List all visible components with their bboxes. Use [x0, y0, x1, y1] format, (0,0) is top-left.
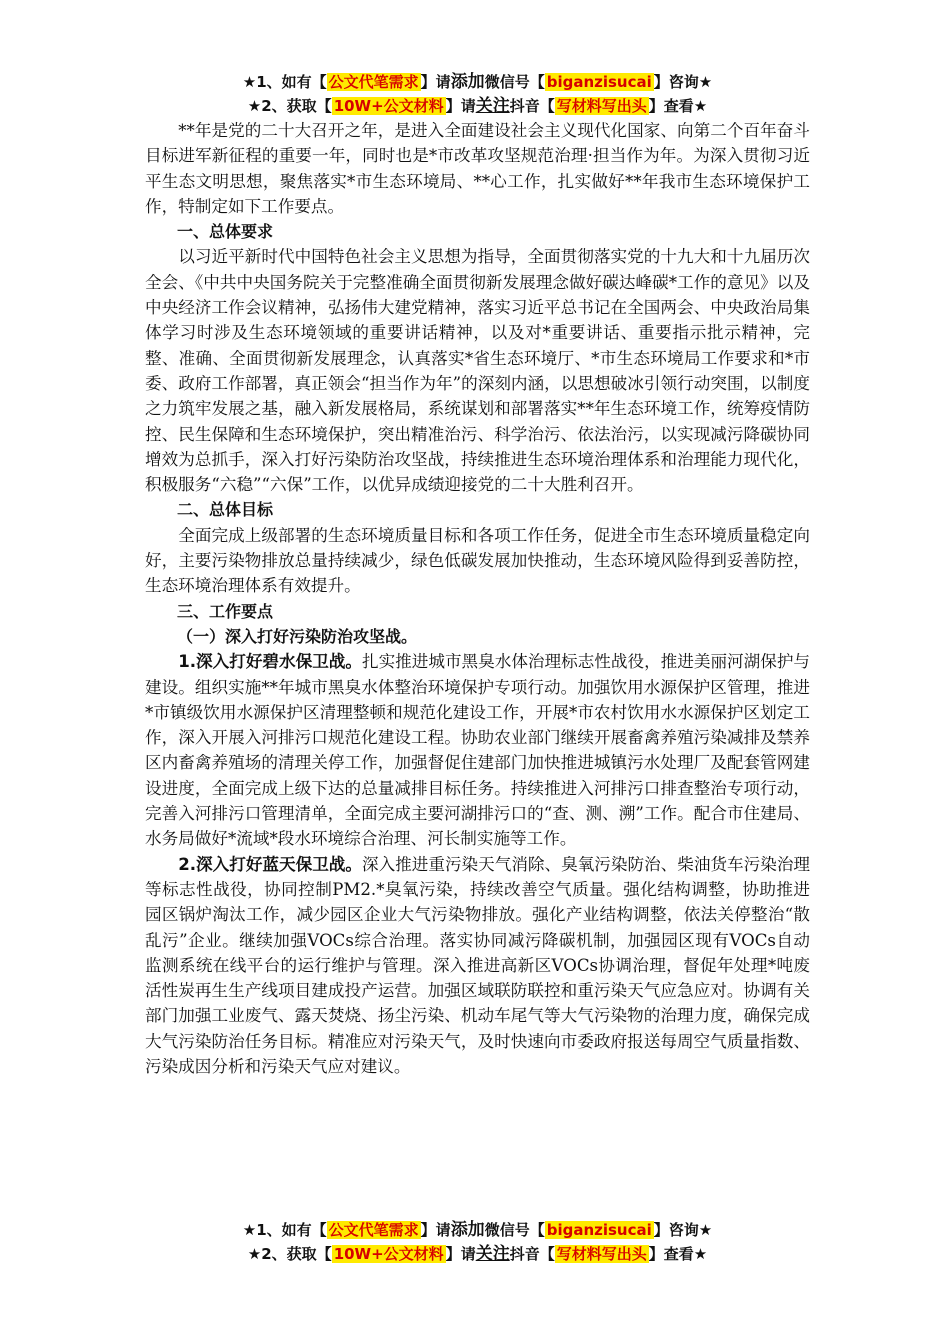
promo-emphasis: 关注	[475, 1244, 510, 1264]
item-lead-1: 1.深入打好碧水保卫战。	[178, 652, 362, 672]
promo-wechat-id: biganzisucai	[546, 73, 652, 91]
promo-line-2	[145, 94, 810, 118]
promo-text: 微信号【	[484, 1221, 545, 1239]
promo-highlight: 10W+公文材料	[333, 1245, 444, 1263]
section-heading-3: 三、工作要点	[177, 601, 274, 621]
promo-emphasis: 添加	[450, 1220, 485, 1240]
promo-text: ★2、获取【	[247, 97, 332, 115]
promo-wechat-id: biganzisucai	[546, 1221, 652, 1239]
promo-douyin-id: 写材料写出头	[556, 97, 647, 115]
item-paragraph-2	[145, 852, 810, 1080]
promo-text: 】请	[445, 1245, 476, 1263]
document-page	[145, 70, 810, 1079]
item-lead-2: 2.深入打好蓝天保卫战。	[178, 854, 362, 874]
promo-highlight: 公文代笔需求	[328, 1221, 419, 1239]
section-paragraph-1: 以习近平新时代中国特色社会主义思想为指导，全面贯彻落实党的十九大和十九届历次全会、《中共中央国务院关于完整准确全面贯彻新发展理念做好碳达峰碳*工作的意见》以及中央经济工作会议精神，弘扬伟大建党精神，落实习近平总书记在全国两会、中央政治局集体学习时涉及生态环境领域的重要讲话精神，以及对*重要讲话、重要指示批示精神，完整、准确、全面贯彻新发展理念，认真落实*省生态环境厅、*市生态环境局工作要求和*市委、政府工作部署，真正领会“担当作为年”的深刻内涵，以思想破冰引领行动突围，以制度之力筑牢发展之基，融入新发展格局，系统谋划和部署落实**年生态环境工作，统筹疫情防控、民生保障和生态环境保护，突出精准治污、科学治污、依法治污，以实现减污降碳协同增效为总抓手，深入打好污染防治攻坚战，持续推进生态环境治理体系和治理能力现代化，积极服务“六稳”“六保”工作，以优异成绩迎接党的二十大胜利召开。	[145, 247, 810, 495]
promo-text: 微信号【	[484, 73, 545, 91]
promo-line-1	[145, 1218, 810, 1242]
section-heading-2: 二、总体目标	[177, 500, 274, 520]
promo-text: 】查看★	[648, 97, 708, 115]
promo-line-2	[145, 1242, 810, 1266]
promo-text: ★2、获取【	[247, 1245, 332, 1263]
promo-emphasis: 添加	[450, 72, 485, 92]
promo-text: 】请	[420, 73, 451, 91]
promo-emphasis: 关注	[475, 96, 510, 116]
item-text-1: 扎实推进城市黑臭水体治理标志性战役，推进美丽河湖保护与建设。组织实施**年城市黑臭水体整治环境保护专项行动。加强饮用水源保护区管理，推进*市镇级饮用水源保护区清理整顿和规范化建设工作，开展*市农村饮用水水源保护区划定工作，深入开展入河排污口规范化建设工程。协助农业部门继续开展畜禽养殖污染减排及禁养区内畜禽养殖场的清理关停工作，加强督促住建部门加快推进城镇污水处理厂及配套管网建设进度，全面完成上级下达的总量减排目标任务。持续推进入河排污口排查整治专项行动，完善入河排污口管理清单，全面完成主要河湖排污口的“查、测、溯”工作。配合市住建局、水务局做好*流域*段水环境综合治理、河长制实施等工作。	[145, 652, 811, 849]
promo-text: 】查看★	[648, 1245, 708, 1263]
section-paragraph-2: 全面完成上级部署的生态环境质量目标和各项工作任务，促进全市生态环境质量稳定向好，主要污染物排放总量持续减少，绿色低碳发展加快推动，生态环境风险得到妥善防控，生态环境治理体系有效提升。	[145, 525, 810, 596]
promo-text: 】请	[420, 1221, 451, 1239]
promo-text: ★1、如有【	[242, 73, 327, 91]
promo-text: 】咨询★	[653, 1221, 713, 1239]
promo-text: 】咨询★	[653, 73, 713, 91]
item-text-2: 深入推进重污染天气消除、臭氧污染防治、柴油货车污染治理等标志性战役，协同控制PM2.*臭氧污染，持续改善空气质量。强化结构调整，协助推进园区锅炉淘汰工作，减少园区企业大气污染物排放。强化产业结构调整，依法关停整治“散乱污”企业。继续加强VOCs综合治理。落实协同减污降碳机制，加强园区现有VOCs自动监测系统在线平台的运行维护与管理。深入推进高新区VOCs协调治理，督促年处理*吨废活性炭再生生产线项目建成投产运营。加强区域联防联控和重污染天气应急应对。协调有关部门加强工业废气、露天焚烧、扬尘污染、机动车尾气等大气污染物的治理力度，确保完成大气污染防治任务目标。精准应对污染天气，及时快速向市委政府报送每周空气质量指数、污染成因分析和污染天气应对建议。	[145, 854, 811, 1076]
promo-douyin-id: 写材料写出头	[556, 1245, 647, 1263]
section-heading-1: 一、总体要求	[177, 222, 274, 242]
promo-banner-top	[145, 70, 810, 118]
document-body	[145, 118, 810, 1079]
promo-highlight: 公文代笔需求	[328, 73, 419, 91]
promo-text: 抖音【	[509, 1245, 555, 1263]
item-paragraph-1	[145, 649, 810, 851]
promo-highlight: 10W+公文材料	[333, 97, 444, 115]
promo-text: 抖音【	[509, 97, 555, 115]
promo-text: 】请	[445, 97, 476, 115]
promo-banner-bottom	[145, 1218, 810, 1266]
subsection-heading-1: （一）深入打好污染防治攻坚战。	[177, 626, 418, 646]
intro-paragraph: **年是党的二十大召开之年，是进入全面建设社会主义现代化国家、向第二个百年奋斗目标进军新征程的重要一年，同时也是*市改革攻坚规范治理·担当作为年。为深入贯彻习近平生态文明思想，聚焦落实*市生态环境局、**心工作，扎实做好**年我市生态环境保护工作，特制定如下工作要点。	[145, 121, 810, 216]
promo-text: ★1、如有【	[242, 1221, 327, 1239]
promo-line-1	[145, 70, 810, 94]
